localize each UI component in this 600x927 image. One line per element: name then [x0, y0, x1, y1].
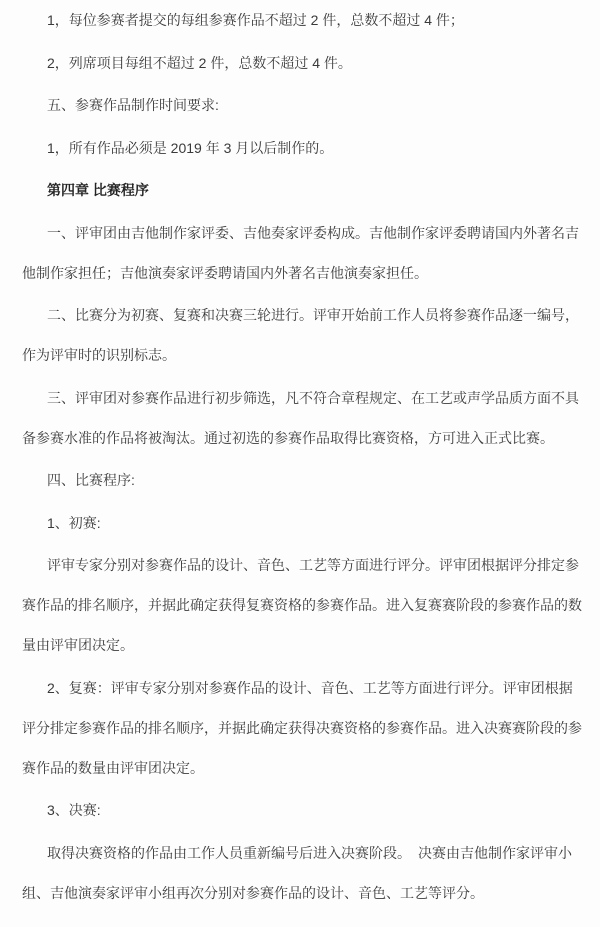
- paragraph: [22, 790, 578, 830]
- text-line: 备参赛水准的作品将被淘汰。通过初选的参赛作品取得比赛资格，方可进入正式比赛。: [22, 429, 554, 446]
- paragraph: [22, 295, 578, 375]
- heading-text: 第四章 比赛程序: [47, 182, 149, 198]
- text-line: 2，列席项目每组不超过 2 件，总数不超过 4 件。: [47, 54, 352, 71]
- paragraph: [22, 128, 578, 168]
- paragraph: [22, 545, 582, 665]
- text-line: 1，每位参赛者提交的每组参赛作品不超过 2 件，总数不超过 4 件；: [47, 12, 464, 28]
- text-line: 他制作家担任；吉他演奏家评委聘请国内外著名吉他演奏家担任。: [22, 264, 428, 281]
- section-heading: [22, 170, 578, 210]
- text-line: 1，所有作品必须是 2019 年 3 月以后制作的。: [47, 139, 334, 156]
- text-line: 取得决赛资格的作品由工作人员重新编号后进入决赛阶段。 决赛由吉他制作家评审小: [47, 844, 572, 861]
- text-line: 1、初赛:: [47, 514, 101, 531]
- text-line: 三、评审团对参赛作品进行初步筛选，凡不符合章程规定、在工艺或声学品质方面不具: [47, 389, 579, 406]
- paragraph: [22, 503, 578, 543]
- text-line: 二、比赛分为初赛、复赛和决赛三轮进行。评审开始前工作人员将参赛作品逐一编号，: [47, 307, 579, 323]
- text-line: 一、评审团由吉他制作家评委、吉他奏家评委构成。吉他制作家评委聘请国内外著名吉: [47, 224, 579, 241]
- paragraph: [22, 0, 578, 40]
- text-line: 评审专家分别对参赛作品的设计、音色、工艺等方面进行评分。评审团根据评分排定参: [47, 557, 579, 573]
- text-line: 评分排定参赛作品的排名顺序，并据此确定获得决赛资格的参赛作品。进入决赛赛阶段的参: [22, 719, 582, 736]
- paragraph: [22, 213, 578, 293]
- text-line: 量由评审团决定。: [22, 637, 134, 653]
- paragraph: [22, 378, 578, 458]
- text-line: 2、复赛：评审专家分别对参赛作品的设计、音色、工艺等方面进行评分。评审团根据: [47, 679, 573, 696]
- text-line: 赛作品的排名顺序，并据此确定获得复赛资格的参赛作品。进入复赛赛阶段的参赛作品的数: [22, 597, 582, 613]
- text-line: 组、吉他演奏家评审小组再次分别对参赛作品的设计、音色、工艺等评分。: [22, 884, 484, 901]
- paragraph: [22, 460, 578, 500]
- paragraph: [22, 668, 582, 788]
- text-line: 赛作品的数量由评审团决定。: [22, 759, 204, 776]
- paragraph: [22, 85, 578, 125]
- text-line: 五、参赛作品制作时间要求:: [47, 97, 219, 113]
- paragraph: [22, 833, 578, 913]
- text-line: 3、决赛:: [47, 802, 101, 818]
- text-line: 作为评审时的识别标志。: [22, 347, 176, 363]
- paragraph: [22, 43, 578, 83]
- text-line: 四、比赛程序:: [47, 472, 135, 488]
